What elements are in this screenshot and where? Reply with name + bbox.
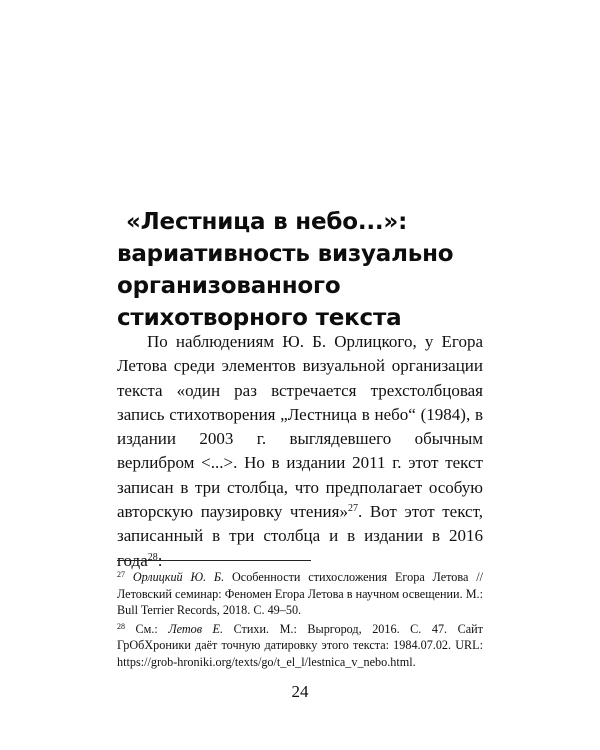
chapter-heading — [117, 206, 517, 334]
body-text-part-2: . Вот этот текст, записанный в три столбца и в издании в 2016 года — [117, 502, 484, 570]
footnote-author: Орлицкий Ю. Б. — [132, 570, 225, 584]
body-text-part-3: : — [157, 550, 163, 570]
footnote-author: Летов Е. — [168, 621, 224, 636]
heading-line-1: «Лестница в небо...»: — [126, 209, 408, 235]
footnote-ref-28[interactable]: 28 — [147, 551, 158, 563]
footnote-prefix: См.: — [135, 621, 169, 636]
page-number: 24 — [291, 682, 309, 701]
footnote-ref-27[interactable]: 27 — [347, 503, 358, 515]
footnote-text: Особенности стихосложения Егора Летова // Летовский семинар: Феномен Егора Летова в научном освещении. М.: Bull Terrier Records, 2018. С. 49–50. — [117, 570, 484, 618]
heading-line-4: стихотворного текста — [117, 305, 402, 331]
footnote-text: Стихи. М.: Выргород, 2016. С. 47. Сайт ГрОбХроники даёт точную датировку этого текста: 1984.07.02. URL: https://grob-hroniki.org/texts/go/t_el_l/lestnica_v_nebo.html. — [117, 621, 483, 669]
footnote-number: 28 — [117, 621, 125, 631]
heading-line-2: вариативность визуально — [117, 241, 454, 267]
footnote-number: 27 — [117, 570, 125, 579]
body-paragraph — [117, 330, 483, 573]
body-text-part-1: По наблюдениям Ю. Б. Орлицкого, у Егора Летова среди элементов визуальной организации текста «один раз встречается трехстолбцовая запись стихотворения „Лестница в небо“ (1984), в издании 2003 г. выглядевшего обычным верлибром <...>. Но в издании 2011 г. этот текст записан в три столбца, что предполагает особую авторскую паузировку чтения» — [117, 332, 483, 522]
footnote-28 — [117, 621, 483, 671]
footnote-27 — [117, 569, 483, 619]
heading-line-3: организованного — [117, 273, 341, 299]
footnote-separator — [117, 560, 311, 561]
footnotes — [117, 569, 483, 673]
